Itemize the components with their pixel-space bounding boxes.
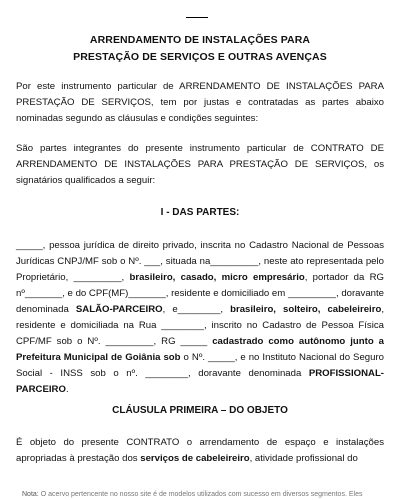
header-rule — [186, 17, 208, 18]
party-text-5: o Nº. _____, e no Instituto Nacional do Seguro Social - INSS sob o nº. ________, doravante denominada — [16, 352, 384, 379]
section-parties-heading: I - DAS PARTES: — [160, 207, 240, 218]
party-bold-2: SALÃO-PARCEIRO — [75, 304, 163, 315]
party-text-2: , portador da RG nº_______, e do CPF(MF)_______, residente e domiciliado em _________, doravante denominada — [16, 272, 384, 315]
party-text-4: , residente e domiciliada na Rua ________, inscrito no Cadastro de Pessoa Física CPF/MF sob o Nº. _________, RG _____ — [16, 304, 384, 347]
intro-paragraph: Por este instrumento particular de ARRENDAMENTO DE INSTALAÇÕES PARA PRESTAÇÃO DE SERVIÇOS, tem por justas e contratadas as partes abaixo nominadas segundo as cláusulas e condições seguintes: — [16, 81, 384, 124]
party-bold-1: brasileiro, casado, micro empresário — [129, 272, 305, 283]
object-bold-1: serviços de cabeleireiro — [140, 453, 250, 464]
footer-note-label: Nota: — [22, 491, 39, 498]
object-text-1: É objeto do presente CONTRATO o arrendamento de espaço e instalações apropriadas à prestação dos — [16, 437, 384, 464]
party-text-3: , e________, — [162, 304, 231, 315]
document-title-line1: ARRENDAMENTO DE INSTALAÇÕES PARA — [89, 34, 311, 46]
parties-qualification-paragraph — [16, 238, 384, 398]
object-paragraph — [16, 435, 384, 467]
party-text-1: _____, pessoa jurídica de direito privado, inscrita no Cadastro Nacional de Pessoas Jurídicas CNPJ/MF sob o Nº. ___, situada na_________, neste ato representada pelo Proprietário, _________, — [16, 240, 384, 283]
parties-intro-paragraph: São partes integrantes do presente instrumento particular de CONTRATO DE ARRENDAMENTO DE INSTALAÇÕES PARA PRESTAÇÃO DE SERVIÇOS, os signatários qualificados a seguir: — [16, 143, 384, 186]
party-text-6: . — [65, 384, 69, 395]
party-bold-5: PROFISSIONAL-PARCEIRO — [16, 368, 384, 395]
document-title-line2: PRESTAÇÃO DE SERVIÇOS E OUTRAS AVENÇAS — [73, 51, 327, 63]
clause-one-heading: CLÁUSULA PRIMEIRA – DO OBJETO — [112, 405, 288, 416]
footer-note — [0, 489, 400, 500]
footer-note-text: O acervo pertencente no nosso site é de modelos utilizados com sucesso em diversos segmentos. Eles — [40, 491, 363, 498]
party-bold-3: brasileiro, solteiro, cabeleireiro — [230, 304, 382, 315]
object-text-2: , atividade profissional do — [249, 453, 358, 464]
party-bold-4: cadastrado como autônomo junto a Prefeitura Municipal de Goiânia sob — [16, 336, 384, 363]
